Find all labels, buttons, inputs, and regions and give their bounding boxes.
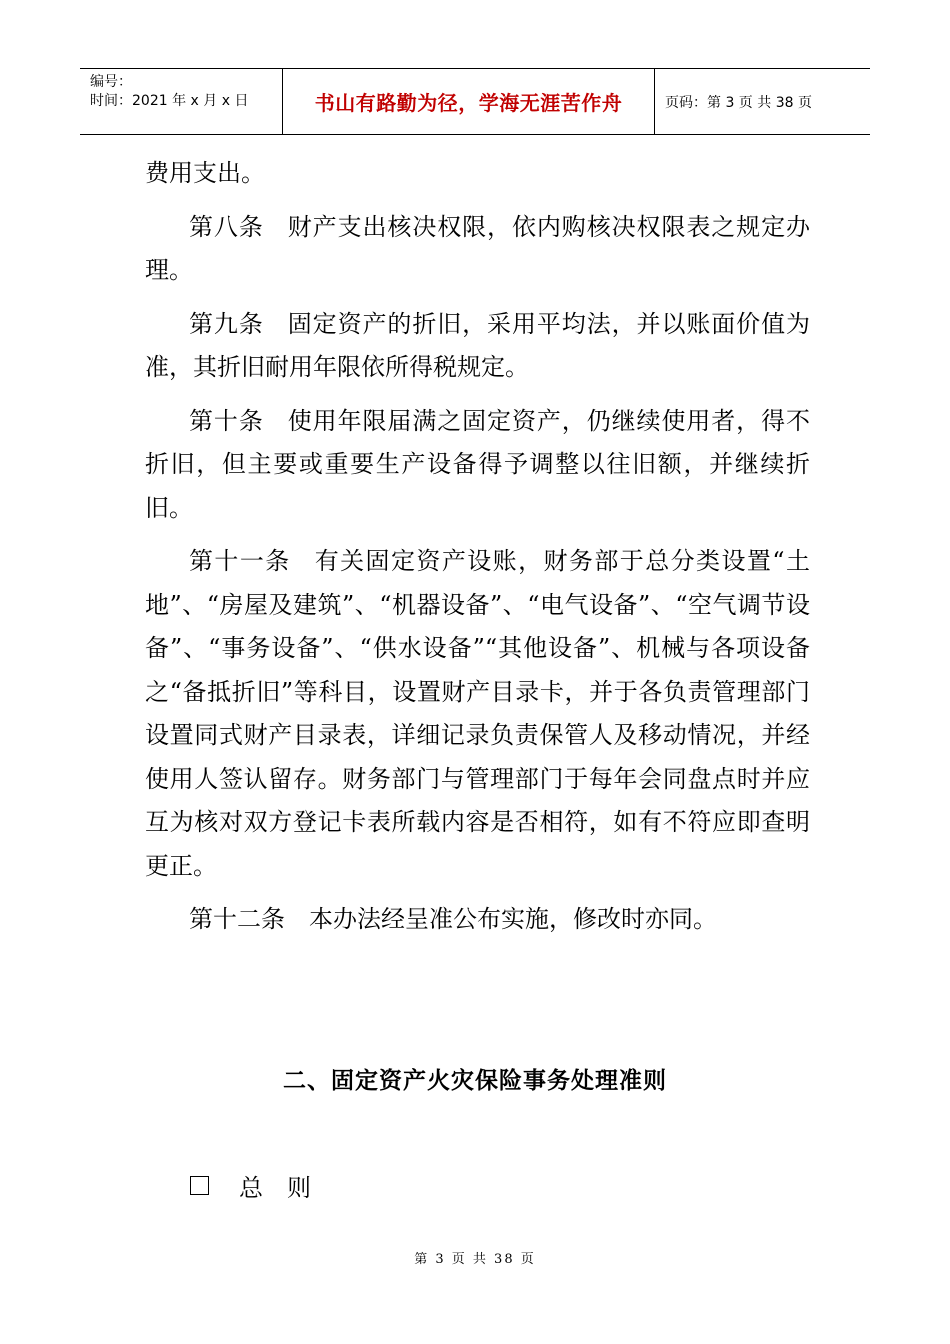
article-number: 第九条 — [189, 309, 264, 338]
checkbox-icon — [190, 1176, 209, 1195]
article-text: 本办法经呈准公布实施，修改时亦同。 — [309, 905, 717, 933]
header-motto: 书山有路勤为径，学海无涯苦作舟 — [282, 69, 655, 134]
subheading — [190, 1168, 311, 1203]
article-text: 财产支出核决权限，依内购核决权限表之规定办理。 — [145, 212, 811, 284]
document-number-label: 编号： — [90, 74, 132, 90]
article-10 — [145, 400, 810, 531]
header-page-info: 页码：第 3 页 共 38 页 — [665, 94, 812, 111]
document-body — [145, 152, 810, 952]
header-meta — [80, 69, 282, 134]
article-text: 固定资产的折旧，采用平均法，并以账面价值为准，其折旧耐用年限依所得税规定。 — [145, 309, 811, 381]
article-number: 第十二条 — [189, 905, 285, 933]
article-text: 使用年限届满之固定资产，仍继续使用者，得不折旧，但主要或重要生产设备得予调整以往旧额，并继续折旧。 — [145, 406, 811, 522]
page-footer: 第 3 页 共 38 页 — [414, 1252, 536, 1267]
article-9 — [145, 303, 810, 390]
article-12 — [145, 898, 810, 942]
page-header — [80, 68, 870, 135]
subheading-text: 总 则 — [239, 1174, 311, 1202]
section-title: 二、固定资产火灾保险事务处理准则 — [283, 1068, 667, 1094]
article-number: 第八条 — [189, 212, 264, 241]
article-number: 第十条 — [189, 406, 264, 435]
article-8 — [145, 206, 810, 293]
document-date: 时间：2021 年 x 月 x 日 — [90, 93, 249, 109]
continued-paragraph: 费用支出。 — [145, 159, 265, 187]
article-11 — [145, 540, 810, 888]
article-number: 第十一条 — [189, 547, 291, 575]
article-text: 有关固定资产设账，财务部于总分类设置“土地”、“房屋及建筑”、“机器设备”、“电气设备”、“空气调节设备”、“事务设备”、“供水设备”“其他设备”、机械与各项设备之“备抵折旧”等科目，设置财产目录卡，并于各负责管理部门设置同式财产目录表，详细记录负责保管人及移动情况，并经使用人签认留存。财务部门与管理部门于每年会同盘点时并应互为核对双方登记卡表所载内容是否相符，如有不符应即查明更正。 — [145, 547, 810, 880]
